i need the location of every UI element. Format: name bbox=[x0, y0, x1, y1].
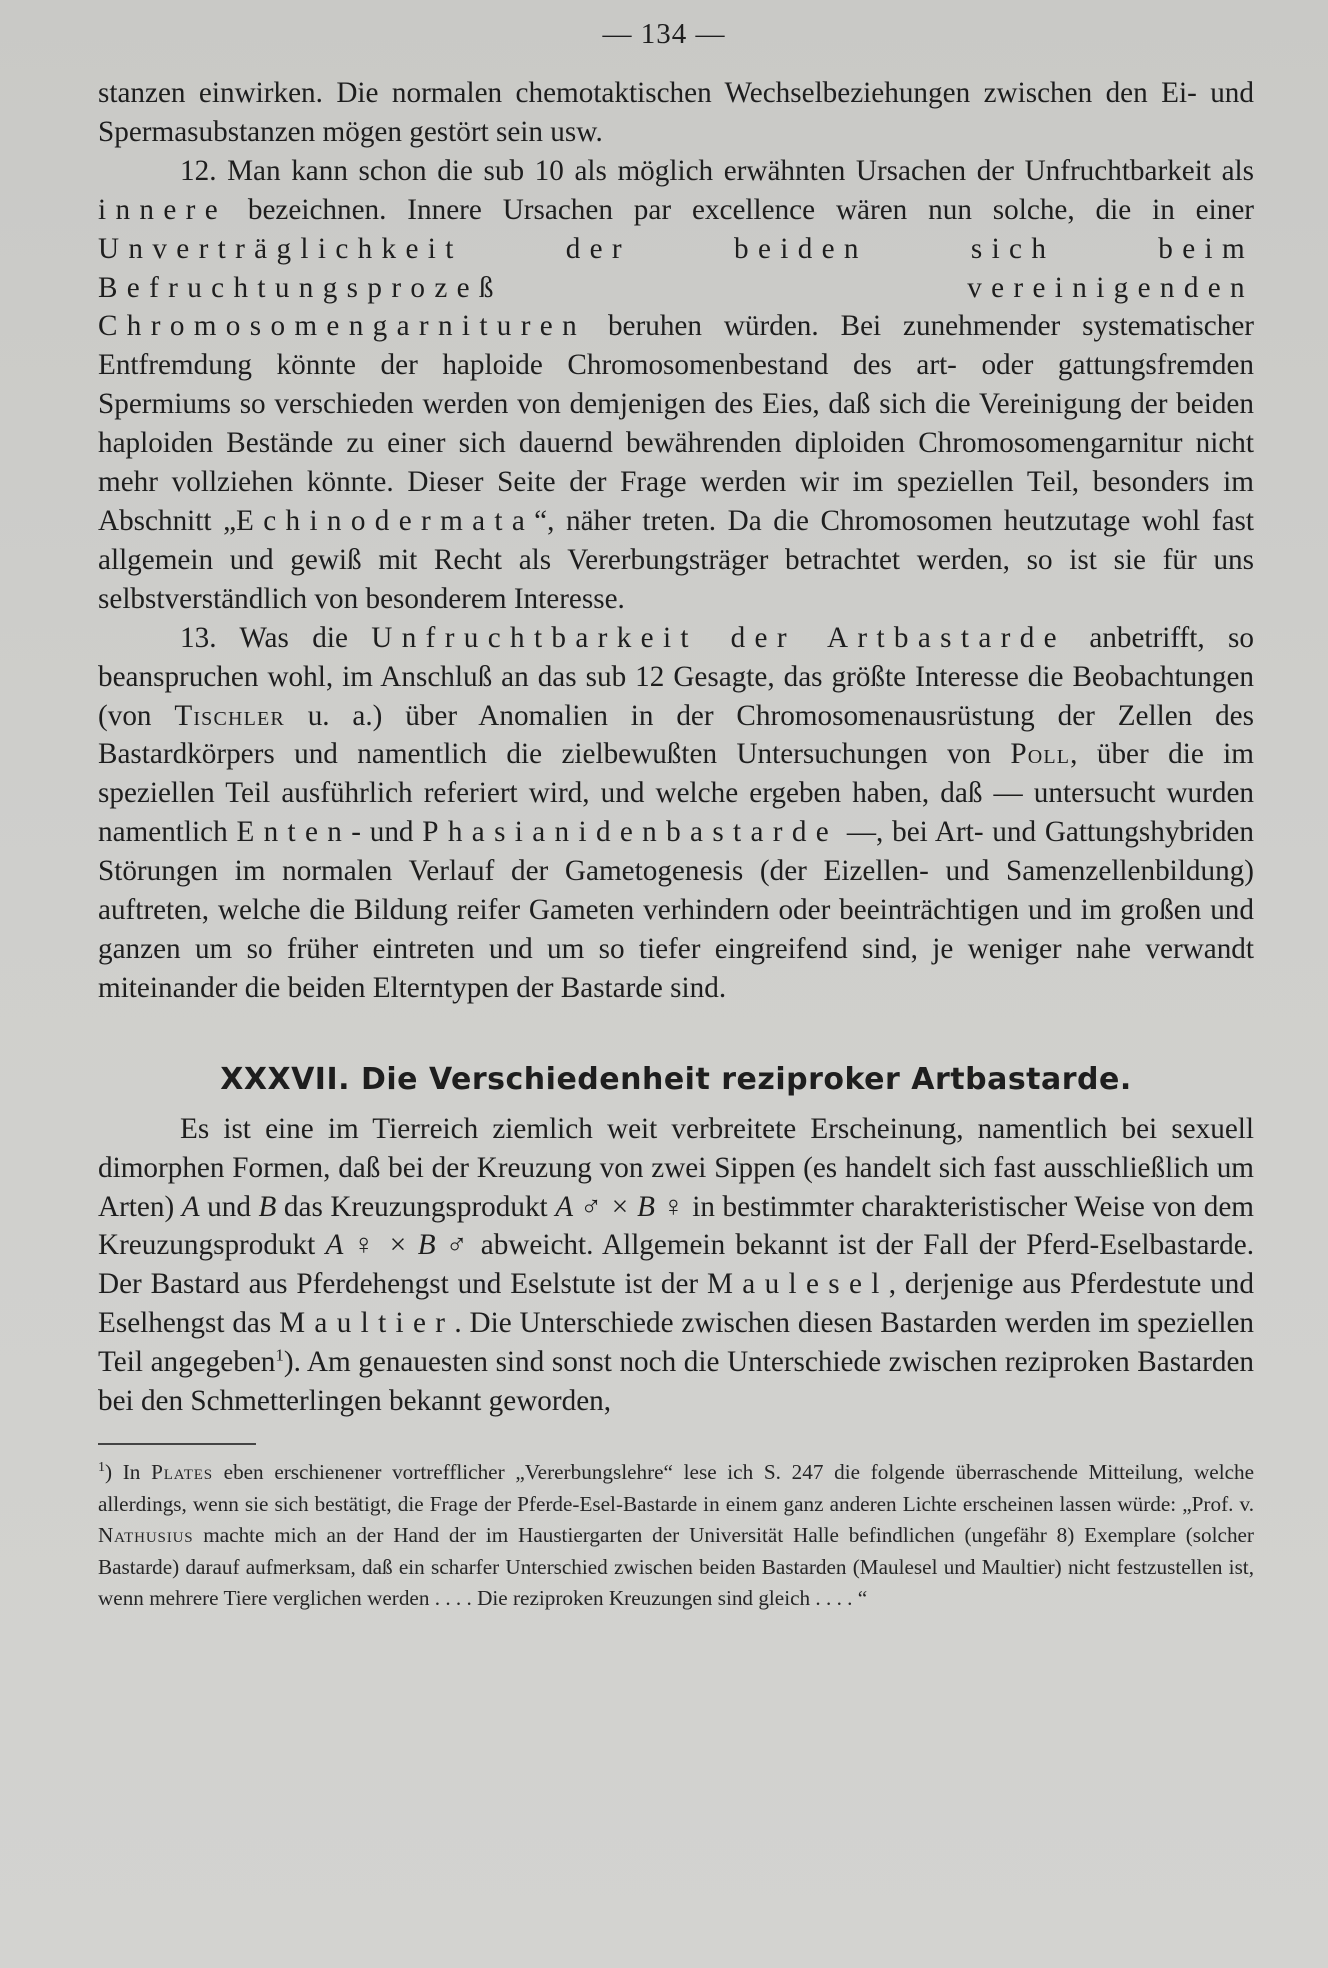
page-body bbox=[98, 74, 1254, 1615]
author-poll: Poll bbox=[1010, 738, 1071, 771]
author-tischler: Tischler bbox=[174, 699, 285, 732]
emphasis-maulesel: Maulesel bbox=[706, 1268, 889, 1301]
cross-formula-2: A ♀ × B ♂ bbox=[325, 1229, 471, 1262]
emphasis-phasianiden: Phasianidenbastarde bbox=[422, 816, 839, 849]
emphasis-innere: innere bbox=[98, 193, 227, 226]
emphasis-unfruchtbarkeit: Unfruchtbarkeit der Artbastarde bbox=[371, 621, 1066, 654]
section-heading: XXXVII. Die Verschiedenheit reziproker Artbastarde. bbox=[220, 1061, 1132, 1097]
footnote-mark: 1 bbox=[98, 1459, 105, 1475]
section-paragraph-1: Es ist eine im Tierreich ziemlich weit verbreitete Erscheinung, namentlich bei sexuell dimorphen Formen, daß bei der Kreuzung von zwei Sippen (es handelt sich fast ausschließlich um Arten) A und B das Kreuzungsprodukt A ♂ × B ♀ in bestimmter charakteristischer Weise von dem Kreuzungsprodukt A ♀ × B ♂ abweicht. Allgemein bekannt ist der Fall der Pferd-Eselbastarde. Der Bastard aus Pferdehengst und Eselstute ist der Maulesel, derjenige aus Pferdestute und Eselhengst das Maultier. Die Unterschiede zwischen diesen Bastarden werden im speziellen Teil angegeben$^1$). Am genauesten sind sonst noch die Unterschiede zwischen reziproken Bastarden bei den Schmetterlingen bekannt geworden, bbox=[98, 1112, 1255, 1418]
continuation-paragraph: stanzen einwirken. Die normalen chemotaktischen Wechselbeziehungen zwischen den Ei- und Spermasubstanzen mögen gestört sein usw. bbox=[98, 77, 1254, 148]
paragraph-12: 12. Man kann schon die sub 10 als möglich erwähnten Ursachen der Unfruchtbarkeit als innere bezeichnen. Innere Ursachen par excellence wären nun solche, die in einer Unverträglichkeit der beiden sich beim Befruchtungsprozeß vereinigenden Chromosomengarnituren beruhen würden. Bei zunehmender systematischer Entfremdung könnte der haploide Chromosomenbestand des art- oder gattungsfremden Spermiums so verschieden werden von demjenigen des Eies, daß sich die Vereinigung der beiden haploiden Bestände zu einer sich dauernd bewährenden diploiden Chromosomengarnitur nicht mehr vollziehen könnte. Dieser Seite der Frage werden wir im speziellen Teil, besonders im Abschnitt „Echinodermata“, näher treten. Da die Chromosomen heutzutage wohl fast allgemein und gewiß mit Recht als Vererbungsträger betrachtet werden, so ist sie für uns selbstverständlich von besonderem Interesse. bbox=[98, 154, 1254, 615]
emphasis-echinodermata: Echinodermata bbox=[236, 504, 535, 537]
footnote: $^1$) In Plates eben erschienener vortrefflicher „Vererbungslehre“ lese ich S. 247 die folgende überraschende Mitteilung, welche allerdings, wenn sie sich bestätigt, die Frage der Pferde-Esel-Bastarde in einem ganz anderen Lichte erscheinen lassen würde: „Prof. v. Nathusius machte mich an der Hand der im Haustiergarten der Universität Halle befindlichen (ungefähr 8) Exemplare (solcher Bastarde) darauf aufmerksam, daß ein scharfer Unterschied zwischen beiden Bastarden (Maulesel und Maultier) nicht festzustellen ist, wenn mehrere Tiere verglichen werden . . . . Die reziproken Kreuzungen sind gleich . . . . “ bbox=[98, 1459, 1254, 1611]
author-nathusius: Nathusius bbox=[98, 1523, 194, 1548]
page-number: — 134 — bbox=[602, 18, 726, 50]
cross-formula-1: A ♂ × B ♀ bbox=[555, 1190, 685, 1223]
paragraph-13: 13. Was die Unfruchtbarkeit der Artbastarde anbetrifft, so beanspruchen wohl, im Anschluß an das sub 12 Gesagte, das größte Interesse die Beobachtungen (von Tischler u. a.) über Anomalien in der Chromosomenausrüstung der Zellen des Bastardkörpers und namentlich die zielbewußten Untersuchungen von Poll, über die im speziellen Teil ausführlich referiert wird, und welche ergeben haben, daß — untersucht wurden namentlich Enten- und Phasianidenbastarde —, bei Art- und Gattungshybriden Störungen im normalen Verlauf der Gametogenesis (der Eizellen- und Samenzellenbildung) auftreten, welche die Bildung reifer Gameten verhindern oder beeinträchtigen und im großen und ganzen um so früher eintreten und um so tiefer eingreifend sind, je weniger nahe verwandt miteinander die beiden Elterntypen der Bastarde sind. bbox=[98, 621, 1255, 1004]
emphasis-enten: Enten bbox=[236, 816, 352, 849]
variable-b: B bbox=[258, 1190, 277, 1223]
footnote-divider bbox=[98, 1443, 256, 1445]
footnote-reference: 1 bbox=[275, 1345, 284, 1365]
author-plate: Plates bbox=[151, 1460, 213, 1484]
variable-a: A bbox=[181, 1190, 200, 1223]
emphasis-unvertraeglichkeit: Unverträglichkeit der beiden sich beim Befruchtungsprozeß vereinigenden Chromosomengarnituren bbox=[98, 232, 1254, 343]
emphasis-maultier: Maultier bbox=[279, 1307, 455, 1340]
